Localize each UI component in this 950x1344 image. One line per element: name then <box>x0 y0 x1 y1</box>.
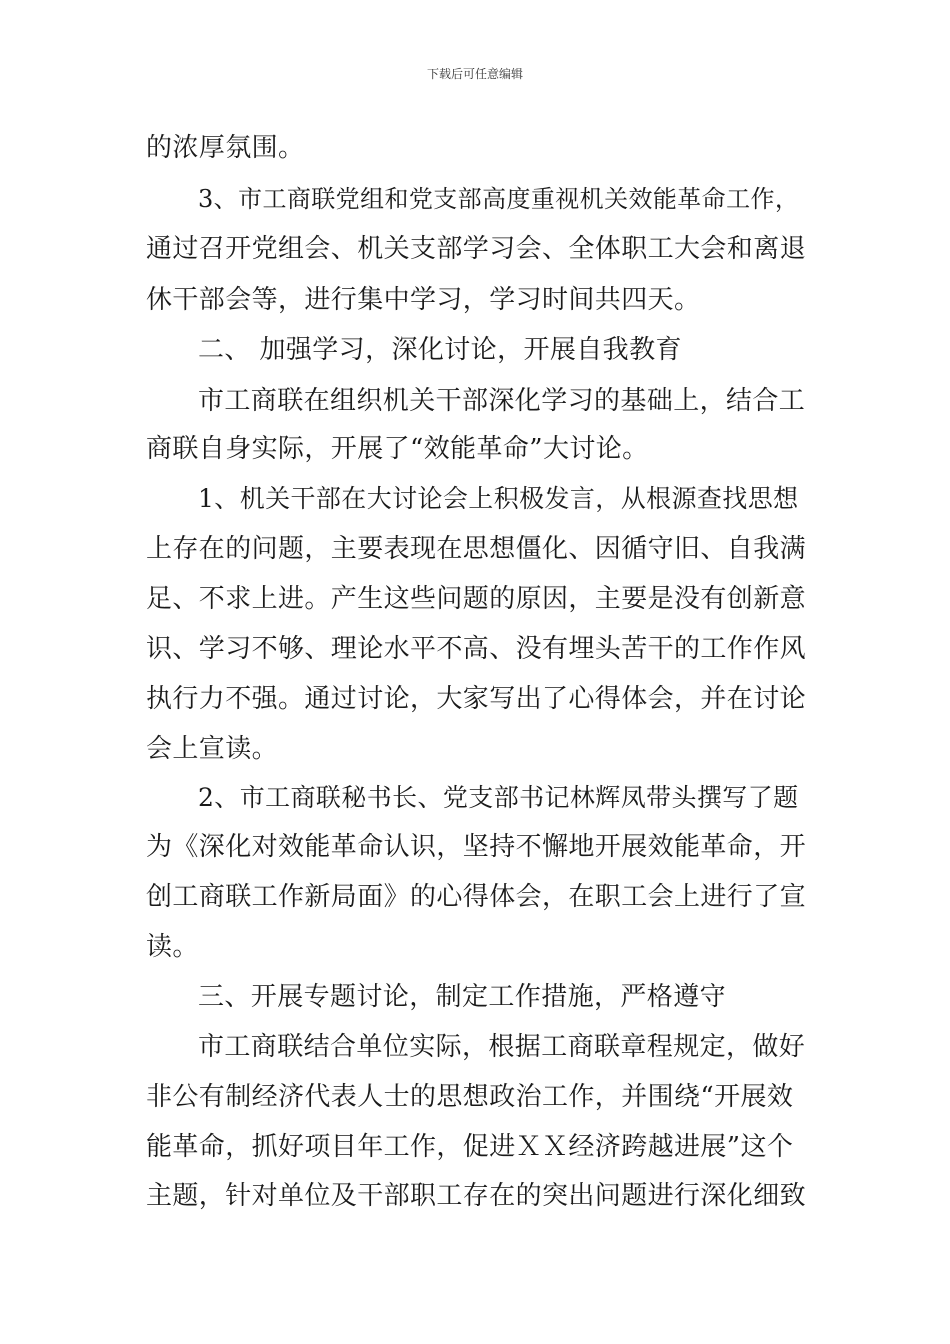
text-line: 商联自身实际，开展了“效能革命”大讨论。 <box>146 434 649 464</box>
text-line: 识、学习不够、理论水平不高、没有埋头苦干的工作作风 <box>146 634 807 664</box>
text-line: 创工商联工作新局面》的心得体会，在职工会上进行了宣 <box>146 882 807 912</box>
page-header: 下载后可任意编辑 <box>426 67 523 81</box>
text-line: 上存在的问题，主要表现在思想僵化、因循守旧、自我满 <box>146 534 807 564</box>
section-heading: 二、 加强学习，深化讨论，开展自我教育 <box>198 335 682 365</box>
text-line: 会上宣读。 <box>146 734 279 764</box>
text-line: 1、机关干部在大讨论会上积极发言，从根源查找思想 <box>198 484 799 513</box>
text-line: 足、不求上进。产生这些问题的原因，主要是没有创新意 <box>146 584 807 614</box>
text-line: 市工商联结合单位实际，根据工商联章程规定，做好 <box>198 1032 806 1062</box>
section-heading: 三、开展专题讨论，制定工作措施，严格遵守 <box>198 982 727 1012</box>
text-line: 读。 <box>146 932 199 962</box>
text-line: 非公有制经济代表人士的思想政治工作，并围绕“开展效 <box>146 1082 794 1112</box>
text-line: 能革命，抓好项目年工作，促进ＸＸ经济跨越进展”这个 <box>146 1132 794 1162</box>
text-line: 市工商联在组织机关干部深化学习的基础上，结合工 <box>198 386 806 416</box>
text-line: 的浓厚氛围。 <box>146 133 305 163</box>
text-line: 2、市工商联秘书长、党支部书记林辉凤带头撰写了题 <box>198 783 799 812</box>
text-line: 休干部会等，进行集中学习，学习时间共四天。 <box>146 285 701 315</box>
text-line: 主题，针对单位及干部职工存在的突出问题进行深化细致 <box>146 1181 807 1211</box>
text-line: 3、市工商联党组和党支部高度重视机关效能革命工作， <box>198 185 800 213</box>
text-line: 执行力不强。通过讨论，大家写出了心得体会，并在讨论 <box>146 684 807 714</box>
text-line: 为《深化对效能革命认识，坚持不懈地开展效能革命，开 <box>146 832 807 862</box>
text-line: 通过召开党组会、机关支部学习会、全体职工大会和离退 <box>146 234 807 264</box>
